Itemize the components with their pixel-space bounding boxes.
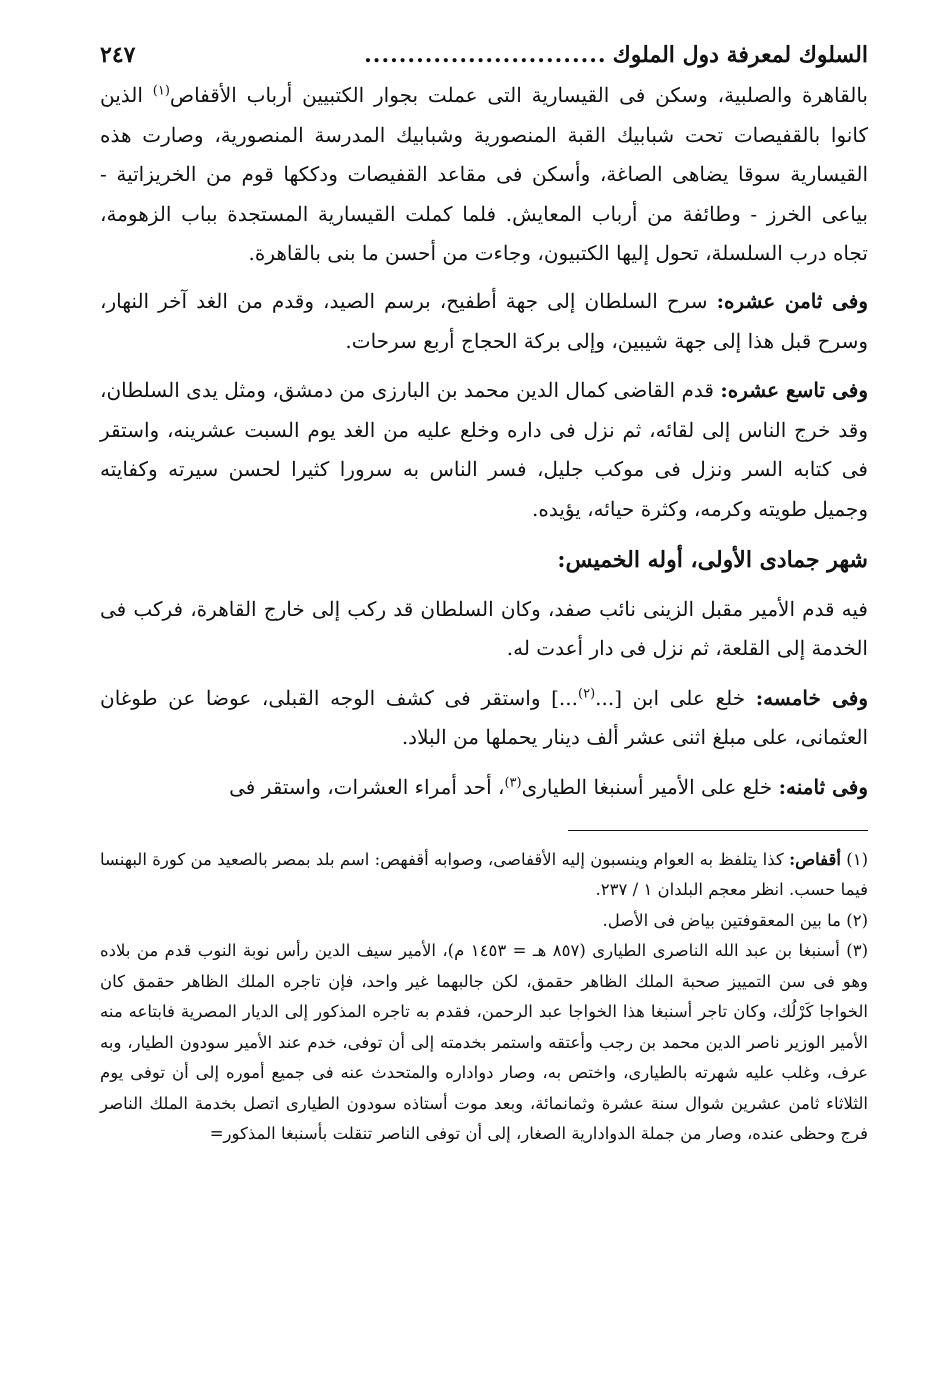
book-page — [100, 38, 868, 1150]
paragraph-6 — [100, 768, 868, 808]
footnotes — [100, 845, 868, 1150]
footnote-2-number: (٢) — [846, 910, 868, 930]
paragraph-2 — [100, 282, 868, 361]
paragraph-4 — [100, 590, 868, 669]
month-heading: شهر جمادى الأولى، أوله الخميس: — [557, 546, 868, 573]
paragraph-3-text: قدم القاضى كمال الدين محمد بن البارزى من دمشق، ومثل يدى السلطان، وقد خرج الناس إلى لقائه، ثم نزل فى داره وخلع عليه من الغد يوم السبت عشرينه، واستقر فى كتابه السر ونزل فى موكب جليل، فسر الناس به سرورا كثيرا لحسن سيرته وكفايته وجميل طويته وكرمه، وكثرة حيائه، يؤيده. — [100, 378, 868, 521]
paragraph-2-lead: وفى ثامن عشره: — [716, 288, 868, 313]
paragraph-2-text: سرح السلطان إلى جهة أطفيح، برسم الصيد، وقدم من الغد آخر النهار، وسرح قبل هذا إلى جهة شيبين، وإلى بركة الحجاج أربع سرحات. — [100, 288, 868, 353]
footnote-3-text: أسنبغا بن عبد الله الناصرى الطيارى (٨٥٧ هـ = ١٤٥٣ م)، الأمير سيف الدين رأس نوبة النوب قدم من بلاده وهو فى سن التمييز صحبة الملك الظاهر حقمق، لكن جالبهما غير واحد، فإن تاجره الملك الظاهر حقمق كان الخواجا كَرْلُك، وكان تاجر أسنبغا هذا الخواجا عبد الرحمن، فقدم به تاجره المذكور إلى الديار المصرية فابتاعه منه الأمير الوزير ناصر الدين محمد بن رجب وأعتقه واستمر بخدمته إلى أن توفى، خدم عند الأمير سودون الطيار، وبه عرف، وغلب عليه شهرته بالطيارى، واختص به، وصار دواداره والمتحدث عنه فى جميع أموره إلى أن توفى يوم الثلاثاء ثامن عشرين شوال سنة عشرة وثمانمائة، وبعد موت أستاذه سودون الطيارى اتصل بخدمة الملك الناصر فرج وحظى عنده، وصار من جملة الدوادارية الصغار، إلى أن توفى الناصر تنقلت بأسنبغا المذكور= — [100, 941, 868, 1143]
footnote-2-text: ما بين المعقوفتين بياض فى الأصل. — [602, 910, 847, 930]
paragraph-3-lead: وفى تاسع عشره: — [720, 378, 868, 403]
footnote-ref-2[interactable]: (٢) — [578, 686, 596, 702]
footnote-ref-3[interactable]: (٣) — [504, 775, 522, 791]
paragraph-6-lead: وفى ثامنه: — [778, 774, 868, 799]
footnote-separator — [568, 830, 868, 831]
footnote-3 — [100, 936, 868, 1150]
main-text — [100, 76, 868, 808]
header-dot-leader: ............................ — [364, 42, 607, 68]
footnote-1 — [100, 845, 868, 906]
footnote-1-number: (١) — [846, 849, 868, 869]
footnote-3-number: (٣) — [846, 941, 868, 960]
page-number: ٢٤٧ — [100, 42, 136, 68]
paragraph-5-text-a: خلع على ابن [... — [595, 685, 756, 710]
paragraph-5 — [100, 679, 868, 758]
paragraph-6-text-a: خلع على الأمير أسنبغا الطيارى — [521, 774, 779, 799]
paragraph-1-text-b: الذين كانوا بالقفيصات تحت شبابيك القبة المنصورية وشبابيك المدرسة المنصورية، وصارت هذه القيسارية سوقا يضاهى الصاغة، وأسكن فى مقاعد القفيصات ودككها قوم من الخريزاتية - بياعى الخرز - وطائفة من أرباب المعايش. فلما كملت القيسارية المستجدة بباب الزهومة، تجاه درب السلسلة، تحول إليها الكتبيون، وجاءت من أحسن ما بنى بالقاهرة. — [100, 83, 868, 266]
paragraph-4-text: فيه قدم الأمير مقبل الزينى نائب صفد، وكان السلطان قد ركب إلى خارج القاهرة، فركب فى الخدمة إلى القلعة، ثم نزل فى دار أعدت له. — [100, 596, 868, 661]
footnote-ref-1[interactable]: (١) — [152, 83, 170, 99]
paragraph-6-text-b: ، أحد أمراء العشرات، واستقر فى — [229, 774, 505, 799]
paragraph-5-text-b: ...] واستقر فى كشف الوجه القبلى، عوضا عن طوغان العثمانى، على مبلغ اثنى عشر ألف دينار يحملها من البلاد. — [100, 685, 868, 750]
paragraph-3 — [100, 371, 868, 529]
book-title: السلوك لمعرفة دول الملوك — [612, 42, 868, 68]
header-title-group — [364, 38, 868, 72]
paragraph-5-lead: وفى خامسه: — [755, 685, 868, 710]
paragraph-1 — [100, 76, 868, 274]
footnote-2 — [100, 906, 868, 937]
paragraph-1-text-a: بالقاهرة والصلبية، وسكن فى القيسارية التى عملت بجوار الكتبيين أرباب الأقفاص — [169, 83, 869, 107]
footnote-1-label: أقفاص: — [789, 849, 841, 869]
footnote-1-text: كذا يتلفظ به العوام وينسبون إليه الأقفاصى، وصوابه أقفهص: اسم بلد بمصر بالصعيد من كورة البهنسا فيما حسب. انظر معجم البلدان ١ / ٢٣٧. — [100, 849, 868, 899]
running-header — [100, 38, 868, 76]
